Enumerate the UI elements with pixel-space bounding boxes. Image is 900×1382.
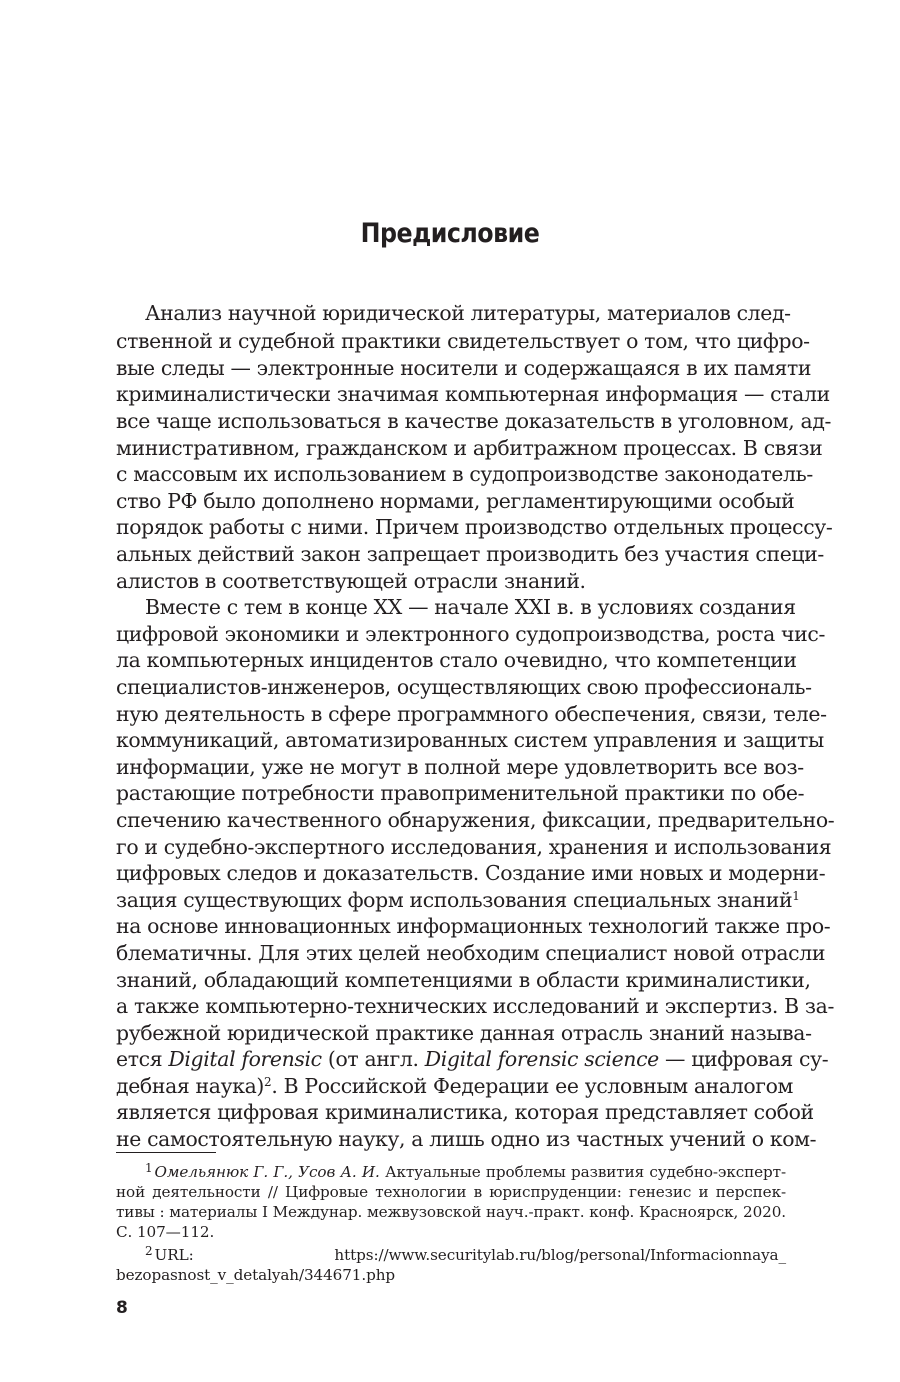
text-line: а также компьютерно-технических исследований и экспертиз. В за-	[116, 994, 834, 1018]
text-line: альных действий закон запрещает производить без участия специ-	[116, 542, 824, 566]
text-line: на основе инновационных информационных технологий также про-	[116, 914, 831, 938]
footnote-2-line	[145, 1245, 786, 1265]
text-line: растающие потребности правоприменительной практики по обе-	[116, 781, 805, 805]
text-segment: ется	[116, 1047, 169, 1071]
text-line: ственной и судебной практики свидетельствует о том, что цифро-	[116, 329, 810, 353]
text-line: спечению качественного обнаружения, фиксации, предварительно-	[116, 808, 835, 832]
text-segment: . В Российской Федерации ее условным аналогом	[271, 1074, 794, 1098]
text-line-with-footnote-ref	[116, 1074, 794, 1098]
text-segment: дебная наука)	[116, 1074, 265, 1098]
text-line: рубежной юридической практике данная отрасль знаний называ-	[116, 1021, 812, 1045]
footnote-url[interactable]: URL: https://www.securitylab.ru/blog/personal/Informacionnaya_	[154, 1246, 786, 1264]
text-line: цифровых следов и доказательств. Создание ими новых и модерни-	[116, 861, 826, 885]
text-line: го и судебно-экспертного исследования, хранения и использования	[116, 835, 832, 859]
footnote-url-continued[interactable]: bezopasnost_v_detalyah/344671.php	[116, 1266, 396, 1284]
text-segment: (от англ.	[321, 1047, 425, 1071]
text-line: с массовым их использованием в судопроизводстве законодатель-	[116, 462, 813, 486]
text-line: цифровой экономики и электронного судопроизводства, роста чис-	[116, 622, 825, 646]
footnote-1-line: тивы : материалы I Междунар. межвузовской науч.-практ. конф. Красноярск, 2020.	[116, 1203, 786, 1221]
text-line-with-italics	[116, 1047, 829, 1071]
text-line: алистов в соответствующей отрасли знаний.	[116, 569, 586, 593]
text-line: не самостоятельную науку, а лишь одно из частных учений о ком-	[116, 1127, 817, 1151]
text-line: знаний, обладающий компетенциями в области криминалистики,	[116, 968, 811, 992]
page-title: Предисловие	[360, 218, 540, 249]
text-line: ную деятельность в сфере программного обеспечения, связи, теле-	[116, 702, 827, 726]
italic-term: Digital forensic science	[424, 1047, 659, 1071]
text-line: блематичны. Для этих целей необходим специалист новой отрасли	[116, 941, 826, 965]
text-segment: зация существующих форм использования специальных знаний	[116, 888, 793, 912]
footnote-1-mark: 1	[145, 1161, 153, 1175]
text-line: Вместе с тем в конце XX — начале XXI в. в условиях создания	[145, 595, 796, 619]
footnote-authors: Омельянюк Г. Г., Усов А. И.	[154, 1163, 380, 1181]
text-line-with-footnote-ref	[116, 888, 799, 912]
text-line: вые следы — электронные носители и содержащаяся в их памяти	[116, 356, 812, 380]
text-line: ла компьютерных инцидентов стало очевидно, что компетенции	[116, 648, 797, 672]
footnote-separator	[116, 1152, 216, 1153]
footnote-1-line: ной деятельности // Цифровые технологии в юриспруденции: генезис и перспек-	[116, 1183, 786, 1201]
text-line: специалистов-инженеров, осуществляющих свою профессиональ-	[116, 675, 812, 699]
text-line: порядок работы с ними. Причем производство отдельных процессу-	[116, 515, 833, 539]
text-line: коммуникаций, автоматизированных систем управления и защиты	[116, 728, 824, 752]
text-line: информации, уже не могут в полной мере удовлетворить все воз-	[116, 755, 804, 779]
text-line: ство РФ было дополнено нормами, регламентирующими особый	[116, 489, 795, 513]
footnote-2-mark: 2	[145, 1244, 153, 1258]
text-line: министративном, гражданском и арбитражном процессах. В связи	[116, 436, 823, 460]
text-line: все чаще использоваться в качестве доказательств в уголовном, ад-	[116, 409, 832, 433]
page-number: 8	[116, 1298, 128, 1318]
text-line: криминалистически значимая компьютерная информация — стали	[116, 382, 830, 406]
italic-term: Digital forensic	[168, 1047, 322, 1071]
text-line: Анализ научной юридической литературы, материалов след-	[145, 301, 791, 325]
text-line: является цифровая криминалистика, которая представляет собой	[116, 1100, 814, 1124]
footnote-1-line	[145, 1162, 786, 1182]
text-segment: — цифровая су-	[658, 1047, 829, 1071]
footnote-ref-2[interactable]: 2	[264, 1075, 272, 1089]
footnote-1-line: С. 107—112.	[116, 1223, 215, 1241]
footnote-ref-1[interactable]: 1	[792, 889, 800, 903]
text-segment: Актуальные проблемы развития судебно-эксперт-	[379, 1163, 786, 1181]
